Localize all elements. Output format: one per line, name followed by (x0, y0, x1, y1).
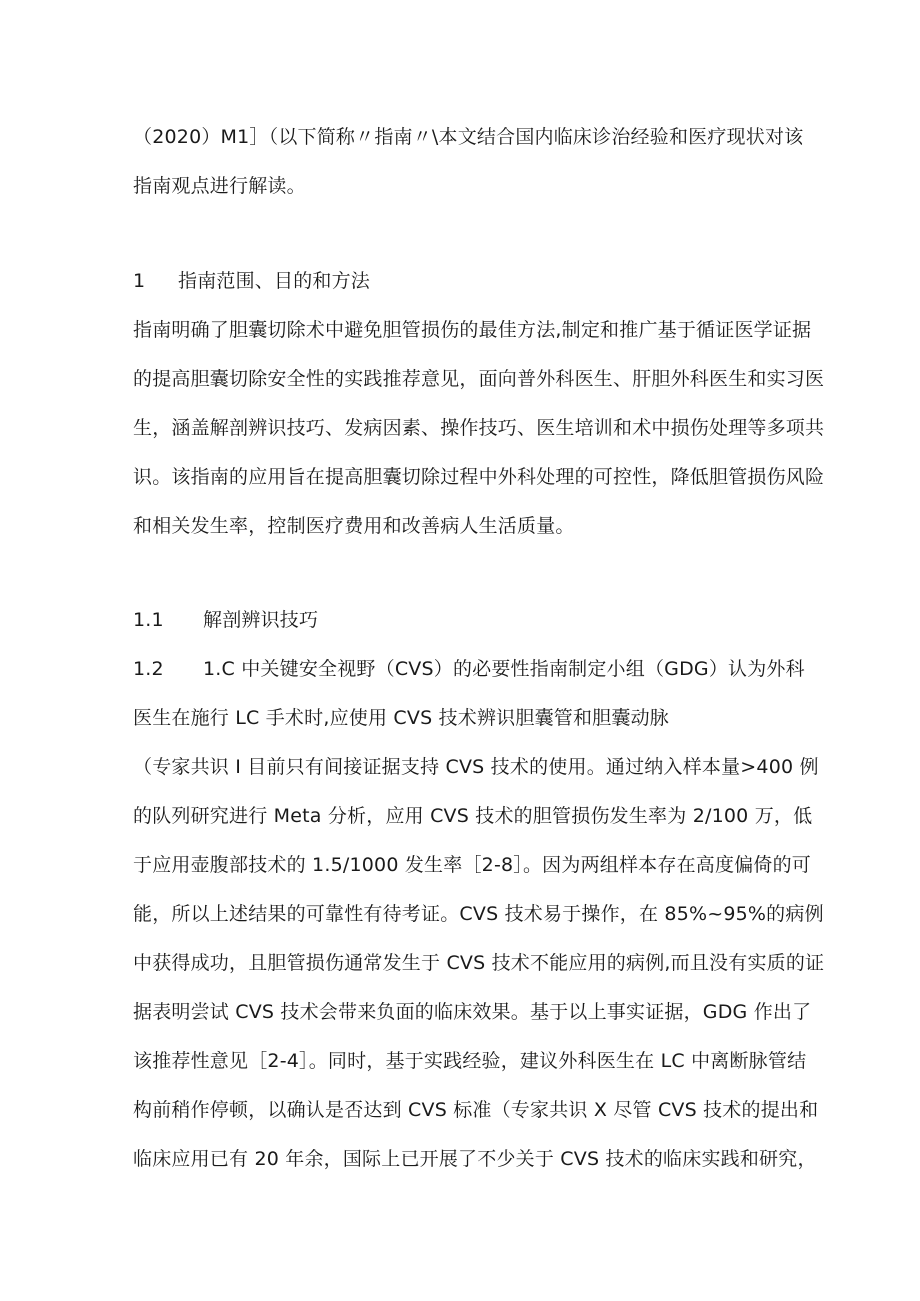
subsection-number: 1.2 (133, 658, 164, 680)
subsection-title: 解剖辨识技巧 (203, 609, 319, 631)
subsection-title: 1.C 中关键安全视野（CVS）的必要性指南制定小组（GDG）认为外科 (203, 658, 805, 680)
paragraph-line: 的提高胆囊切除安全性的实践推荐意见，面向普外科医生、肝胆外科医生和实习医 (133, 368, 825, 390)
paragraph-line: 指南观点进行解读。 (133, 175, 306, 197)
section-heading (133, 268, 803, 294)
section-number: 1 (133, 270, 146, 292)
paragraph-line: 指南明确了胆囊切除术中避免胆管损伤的最佳方法,制定和推广基于循证医学证据 (133, 319, 812, 341)
paragraph-line: 能，所以上述结果的可靠性有待考证。CVS 技术易于操作，在 85%~95%的病例 (133, 903, 824, 925)
paragraph-line: 据表明尝试 CVS 技术会带来负面的临床效果。基于以上事实证据，GDG 作出了 (133, 1001, 812, 1023)
paragraph-line: 医生在施行 LC 手术时,应使用 CVS 技术辨识胆囊管和胆囊动脉 (133, 707, 669, 729)
section-title: 指南范围、目的和方法 (178, 270, 371, 292)
subsection-number: 1.1 (133, 609, 164, 631)
subsection-heading (133, 607, 803, 633)
paragraph-line: （专家共识 I 目前只有间接证据支持 CVS 技术的使用。通过纳入样本量>400 例 (133, 756, 819, 778)
paragraph-line: 生，涵盖解剖辨识技巧、发病因素、操作技巧、医生培训和术中损伤处理等多项共 (133, 417, 825, 439)
paragraph-line: 于应用壶腹部技术的 1.5/1000 发生率［2-8］。因为两组样本存在高度偏倚的可 (133, 854, 811, 876)
paragraph-line: 临床应用已有 20 年余，国际上已开展了不少关于 CVS 技术的临床实践和研究， (133, 1148, 817, 1170)
paragraph-line: 识。该指南的应用旨在提高胆囊切除过程中外科处理的可控性，降低胆管损伤风险 (133, 466, 825, 488)
paragraph-line: （2020）M1］（以下简称〃指南〃\本文结合国内临床诊治经验和医疗现状对该 (133, 126, 804, 148)
paragraph-line: 构前稍作停顿，以确认是否达到 CVS 标准（专家共识 X 尽管 CVS 技术的提出和 (133, 1099, 819, 1121)
paragraph-line: 和相关发生率，控制医疗费用和改善病人生活质量。 (133, 515, 575, 537)
paragraph-line: 中获得成功，且胆管损伤通常发生于 CVS 技术不能应用的病例,而且没有实质的证 (133, 952, 825, 974)
subsection-heading (133, 656, 803, 682)
paragraph-line: 的队列研究进行 Meta 分析，应用 CVS 技术的胆管损伤发生率为 2/100 万，低 (133, 805, 813, 827)
paragraph-line: 该推荐性意见［2-4］。同时，基于实践经验，建议外科医生在 LC 中离断脉管结 (133, 1050, 807, 1072)
